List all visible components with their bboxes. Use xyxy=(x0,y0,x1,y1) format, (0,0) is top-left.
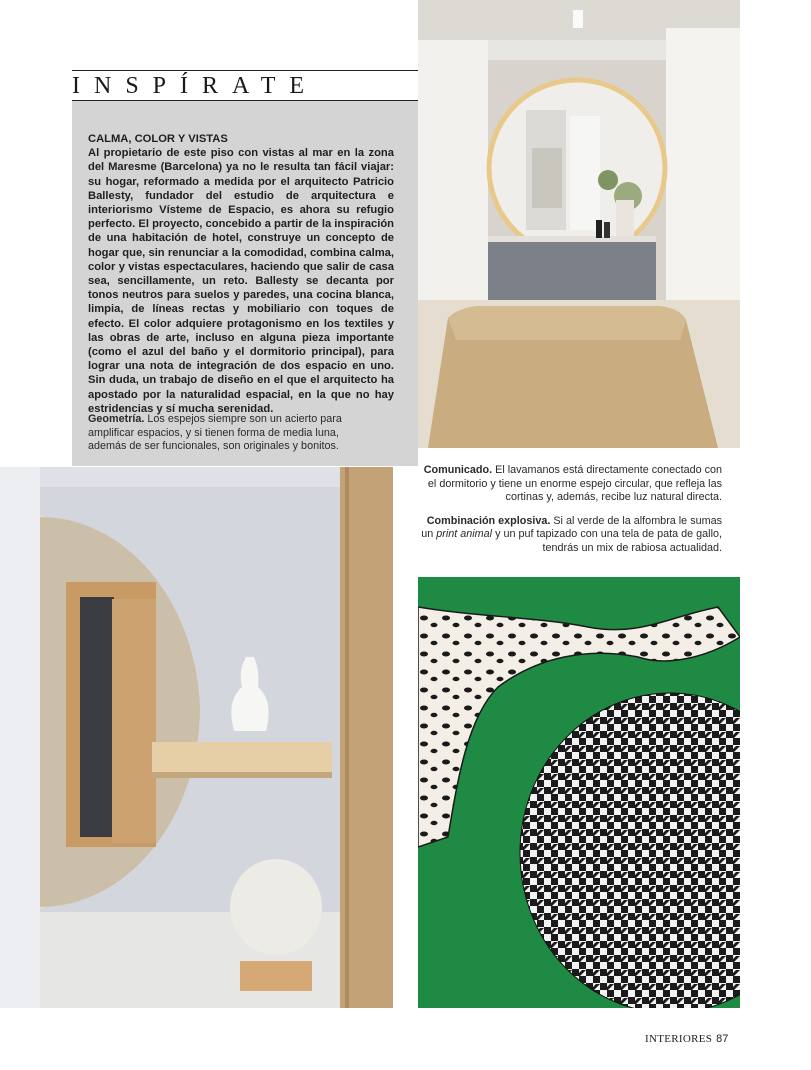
caption-combinacion-em: print animal xyxy=(436,528,493,541)
caption-combinacion-text-b: y un puf tapizado con una tela de pata de gallo, tendrás un mix de rabiosa actualidad. xyxy=(492,528,722,554)
caption-comunicado xyxy=(420,464,722,505)
photo-hall-mirror xyxy=(0,467,393,1008)
caption-geometria-text: Los espejos siempre son un acierto para amplificar espacios, y si tienen forma de media luna, además de ser funcionales, son originales y bonitos. xyxy=(88,413,342,453)
header-rule-top xyxy=(72,70,418,71)
header-rule-bottom xyxy=(72,100,418,101)
rug-illustration xyxy=(418,577,740,1008)
page-footer xyxy=(645,1033,728,1045)
captions-right xyxy=(420,464,722,566)
photo-rug-pouf xyxy=(418,577,740,1008)
caption-combinacion-label: Combinación explosiva. xyxy=(426,514,551,527)
article-text-block xyxy=(88,132,394,416)
photo-bathroom-mirror xyxy=(418,0,740,448)
bathroom-illustration xyxy=(418,0,740,448)
hall-illustration xyxy=(0,467,393,1008)
caption-combinacion-text-a: Si al verde de la alfombra le sumas un xyxy=(421,514,722,541)
footer-brand: INTERIORES xyxy=(645,1033,713,1045)
article-body: Al propietario de este piso con vistas al mar en la zona del Maresme (Barcelona) ya no le resulta tan fácil viajar: su hogar, reformado a medida por el arquitecto Patricio Ballesty, fundador del estudio de arquitectura e interiorismo Vísteme de Espacio, es ahora su refugio perfecto. El proyecto, concebido a partir de la inspiración de una habitación de hotel, construye un concepto de hogar que, sin renunciar a la comodidad, combina calma, color y vistas espectaculares, haciendo que salir de casa sea, sencillamente, un reto. Ballesty se decanta por tonos neutros para suelos y paredes, una cocina blanca, limpia, de líneas rectas y mobiliario con toques de efecto. El color adquiere protagonismo en los textiles y las obras de arte, incluso en alguna pieza importante (como el azul del baño y el dormitorio principal), para lograr una nota de integración de dos espacio en uno. Sin duda, un trabajo de diseño en el que el arquitecto ha apostado por la naturalidad espacial, en la que no hay estridencias y sí mucha serenidad. xyxy=(88,147,394,415)
article-heading: CALMA, COLOR Y VISTAS xyxy=(88,133,228,145)
caption-geometria-label: Geometría. xyxy=(88,413,145,425)
caption-comunicado-text: El lavamanos está directamente conectado con el dormitorio y tiene un enorme espejo circular, que refleja las cortinas y, además, recibe luz natural directa. xyxy=(427,464,722,504)
caption-comunicado-label: Comunicado. xyxy=(423,464,493,476)
caption-geometria xyxy=(88,413,378,454)
section-title: INSPÍRATE xyxy=(72,73,319,99)
caption-combinacion xyxy=(420,515,722,556)
page-number: 87 xyxy=(716,1033,729,1045)
